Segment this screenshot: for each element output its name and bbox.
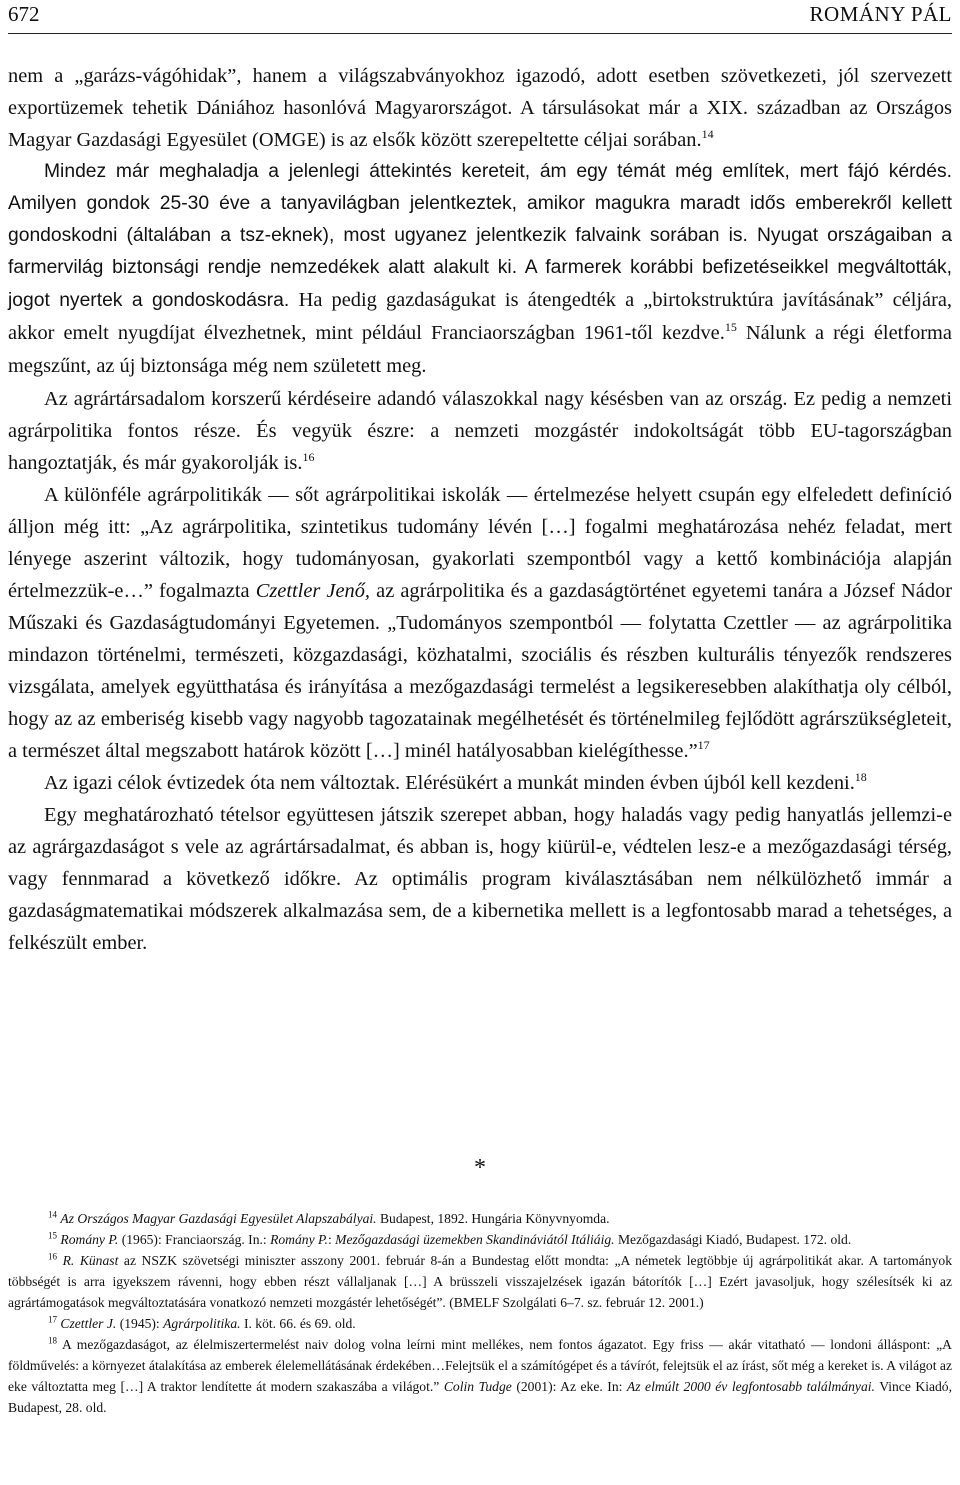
paragraph-text: Az igazi célok évtizedek óta nem változtak. Elérésükért a munkát minden évben újból kell kezdeni. <box>44 772 855 794</box>
paragraph-2 <box>8 156 952 383</box>
footnote-number: 14 <box>48 1209 57 1220</box>
footnote-text: (1965): Franciaország. In.: <box>118 1232 271 1247</box>
footnote-italic-text: R. Künast <box>62 1253 119 1268</box>
running-head-author: ROMÁNY PÁL <box>809 2 952 26</box>
body-text <box>8 60 952 959</box>
footnote-italic-text: Colin Tudge <box>443 1379 512 1394</box>
footnote-16 <box>8 1250 952 1313</box>
footnote-italic-text: Az elmúlt 2000 év legfontosabb találmányai. <box>626 1379 875 1394</box>
paragraph-text: Az agrártársadalom korszerű kérdéseire adandó válaszokkal nagy késésben van az ország. Ez pedig a nemzeti agrárpolitika fontos része. És vegyük észre: a nemzeti mozgástér indokoltságát több EU-tagországban hangoztatják, és már gyakorolják is. <box>8 388 952 474</box>
footnote-italic-text: Romány P. <box>60 1232 119 1247</box>
footnote-text: : <box>327 1232 336 1247</box>
paragraph-1 <box>8 60 952 156</box>
paragraph-6 <box>8 799 952 959</box>
footnote-italic-text: Czettler J. <box>60 1316 117 1331</box>
footnote-italic-text: Agrárpolitika. <box>163 1316 241 1331</box>
footnote-ref: 17 <box>697 738 710 753</box>
footnote-italic-text: Romány P. <box>270 1232 328 1247</box>
footnote-number: 18 <box>48 1335 57 1346</box>
footnote-ref: 15 <box>724 320 737 335</box>
page-header <box>8 2 952 30</box>
footnote-18 <box>8 1334 952 1418</box>
footnote-text: I. köt. 66. és 69. old. <box>240 1316 356 1331</box>
footnote-number: 16 <box>48 1251 57 1262</box>
section-separator: * <box>474 1155 486 1181</box>
footnote-17 <box>8 1313 952 1334</box>
footnote-14 <box>8 1208 952 1229</box>
header-rule <box>8 33 952 34</box>
footnote-text: az NSZK szövetségi miniszter asszony 2001. február 8-án a Bundestag előtt mondta: „A németek legtöbbje új agrárpolitikát akar. A tartományok többségét is arra igyekszem rávenni, hogy ebben részt vállaljanak […] A brüsszeli visszajelzések igazán bátorítók […] Ezért javasoljuk, hogy szélesítsék ki az agrártámogatások megváltoztatására vonatkozó nemzeti mozgástér lehetőségét”. (BMELF Szolgálati 6–7. sz. február 12. 2001.) <box>8 1253 952 1310</box>
paragraph-5 <box>8 767 952 799</box>
paragraph-text: A különféle agrárpolitikák — sőt agrárpolitikai iskolák — értelmezése helyett csupán egy elfeledett definíció álljon még itt: „Az agrárpolitika, szintetikus tudomány lévén […] fogalmi meghatározása nehéz feladat, mert lényege aszerint változik, hogy tudományosan, gyakorlati szempontból vagy a kettő kombinációja alapján értelmezzük-e…” fogalmazta <box>8 484 952 602</box>
paragraph-text: az agrárpolitika és a gazdaságtörténet egyetemi tanára a József Nádor Műszaki és Gazdaságtudományi Egyetemen. „Tudományos szempontból — folytatta Czettler — az agrárpolitika mindazon történelmi, természeti, közgazdasági, közhatalmi, szociális és részben kulturális tényezők rendszeres vizsgálata, amelyek együtthatása és irányítása a mezőgazdasági termelést a legsikeresebben alakíthatja oly célból, hogy az az emberiség kisebb vagy nagyobb tagozatainak megélhetését és történelmileg fejlődött agrárszükségleteit, a természet által megszabott határok között […] minél hatályosabban kielégíthesse.” <box>8 580 953 762</box>
footnote-italic-text: Mezőgazdasági üzemekben Skandináviától Itáliáig. <box>335 1232 615 1247</box>
page-number: 672 <box>8 2 40 26</box>
footnote-15 <box>8 1229 952 1250</box>
footnote-ref: 16 <box>302 450 315 465</box>
paragraph-text: Mindez már meghaladja a jelenlegi áttekintés kereteit, ám egy témát még említek, mert fájó kérdés. Amilyen gondok 25-30 éve a tanyavilágban jelentkeztek, amikor magukra maradt idős emberekről kellett gondoskodni (általában a tsz-eknek), most ugyanez jelentkezik falvaink sorában is. Nyugat országaiban a farmervilág biztonsági rendje nemzedékek alatt alakult ki. A farmerek korábbi befizetéseikkel megváltották, jogot nyertek a gondoskodásra. <box>8 161 952 311</box>
author-name-italic: Czettler Jenő, <box>255 580 371 602</box>
footnote-ref: 14 <box>701 127 714 142</box>
footnote-text: (1945): <box>116 1316 164 1331</box>
footnote-ref: 18 <box>854 770 867 785</box>
footnote-text: Vince Kiadó, Budapest, 28. old. <box>8 1379 952 1415</box>
paragraph-text: nem a „garázs-vágóhidak”, hanem a világszabványokhoz igazodó, adott esetben szövetkezeti, jól szervezett exportüzemek tehetik Dániához hasonlóvá Magyarországot. A társulásokat már a XIX. században az Országos Magyar Gazdasági Egyesület (OMGE) is az elsők között szerepeltette céljai sorában. <box>8 65 952 151</box>
footnote-text: (2001): Az eke. In: <box>511 1379 627 1394</box>
paragraph-4 <box>8 479 952 767</box>
footnote-italic-text: Az Országos Magyar Gazdasági Egyesület Alapszabályai. <box>60 1211 377 1226</box>
footnote-number: 15 <box>48 1230 57 1241</box>
paragraph-text: Egy meghatározható tételsor együttesen játszik szerepet abban, hogy haladás vagy pedig hanyatlás jellemzi-e az agrárgazdaságot s vele az agrártársadalmat, és abban is, hogy kiürül-e, védtelen lesz-e a mezőgazdasági térség, vagy fennmarad a következő időkre. Az optimális program kiválasztásában nem nélkülözhető immár a gazdaságmatematikai módszerek alkalmazása sem, de a kibernetika mellett is a legfontosabb marad a tehetséges, a felkészült ember. <box>8 804 952 954</box>
footnotes <box>8 1208 952 1418</box>
footnote-text: Budapest, 1892. Hungária Könyvnyomda. <box>376 1211 610 1226</box>
footnote-text: Mezőgazdasági Kiadó, Budapest. 172. old. <box>614 1232 852 1247</box>
paragraph-text-serif: Ha pedig gazdaságukat is átengedték a „birtokstruktúra javításának” céljára, akkor emelt nyugdíjat élvezhetnek, mint például Franciaországban 1961-től kezdve.$^{15}$ Nálunk a régi életforma megszűnt, az új biztonsága még nem született meg. <box>8 289 953 377</box>
paragraph-3 <box>8 383 952 479</box>
footnote-number: 17 <box>48 1314 57 1325</box>
footnote-text: A mezőgazdaságot, az élelmiszertermelést naiv dolog volna leírni mint mellékes, nem fontos ágazatot. Egy friss — akár vitatható — londoni álláspont: „A földművelés: a környezet átalakítása az emberek élelemellátásának érdekében…Felejtsük el a számítógépet és a távírót, felejtsük el az írást, sőt még a kereket is. A világot az eke változtatta meg […] A traktor lendítette át modern szakaszába a világot.” <box>8 1337 952 1394</box>
